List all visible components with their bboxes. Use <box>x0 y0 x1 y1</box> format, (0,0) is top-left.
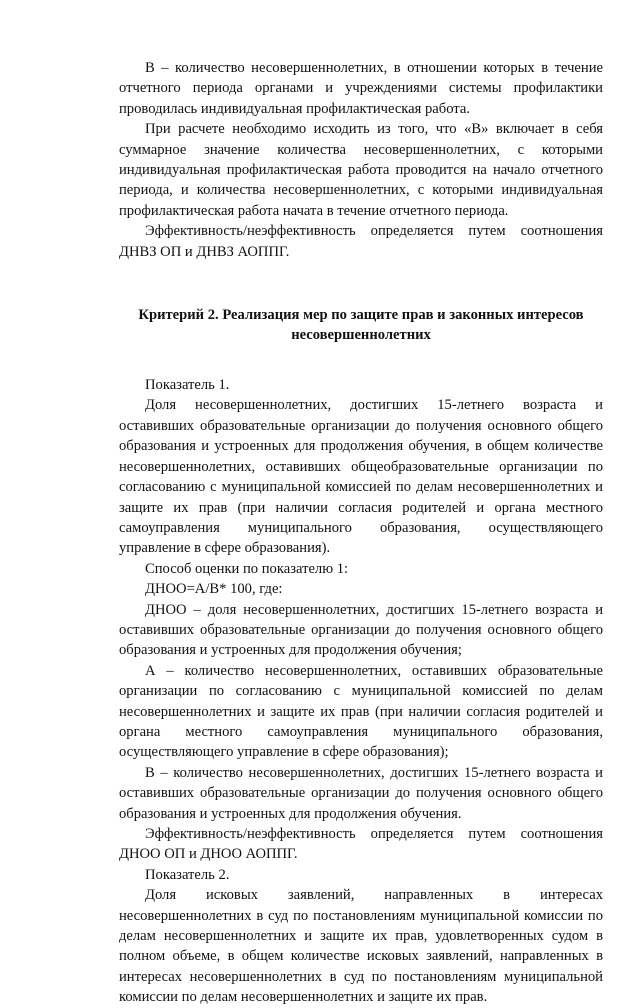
paragraph-effectiveness-dnvz: Эффективность/неэффективность определяется путем соотношения ДНВЗ ОП и ДНВЗ АОППГ. <box>119 223 603 260</box>
indicator-1-description: Доля несовершеннолетних, достигших 15-летнего возраста и оставивших образовательные организации до получения основного общего образования и устроенных для продолжения обучения, в общем количестве несовершеннолетних, оставивших общеобразовательные организации по согласованию с муниципальной комиссией по делам несовершеннолетних и защите их прав (при наличии согласия родителей и органа местного самоуправления муниципального образования, осуществляющего управление в сфере образования). <box>119 397 603 557</box>
indicator-1-title: Показатель 1. <box>145 377 230 394</box>
indicator-2-title: Показатель 2. <box>145 866 230 883</box>
paragraph-a-definition: А – количество несовершеннолетних, оставивших образовательные организации по согласованию с муниципальной комиссией по делам несовершеннолетних и защите их прав (при наличии согласия родителей и органа местного самоуправления муниципального образования, осуществляющего управление в сфере образования); <box>119 662 603 761</box>
paragraph-calculation-note: При расчете необходимо исходить из того, что «В» включает в себя суммарное значение количества несовершеннолетних, с которыми индивидуальная профилактическая работа проводится на начало отчетного периода, и количества несовершеннолетних, с которыми индивидуальная профилактическая работа начата в течение отчетного периода. <box>119 121 603 219</box>
paragraph-b-definition: В – количество несовершеннолетних, в отношении которых в течение отчетного периода органами и учреждениями системы профилактики проводилась индивидуальная профилактическая работа. <box>119 60 603 117</box>
indicator-1-formula: ДНОО=А/В* 100, где: <box>145 581 283 598</box>
document-body <box>119 58 603 1008</box>
paragraph-effectiveness-dnoo: Эффективность/неэффективность определяется путем соотношения ДНОО ОП и ДНОО АОППГ. <box>119 826 603 863</box>
indicator-1-method-title: Способ оценки по показателю 1: <box>145 560 349 577</box>
criterion-2-heading: Критерий 2. Реализация мер по защите прав и законных интересов несовершеннолетних <box>138 307 584 344</box>
indicator-2-description: Доля исковых заявлений, направленных в интересах несовершеннолетних в суд по постановлениям муниципальной комиссии по делам несовершеннолетних и защите их прав, удовлетворенных судом в полном объеме, в общем количестве исковых заявлений, направленных в интересах несовершеннолетних в суд по постановлениям муниципальной комиссии по делам несовершеннолетних и защите их прав. <box>119 887 603 1006</box>
paragraph-b-definition-2: В – количество несовершеннолетних, достигших 15-летнего возраста и оставивших образовательные организации до получения основного общего образования и устроенных для продолжения обучения. <box>119 764 603 822</box>
paragraph-dnoo-definition: ДНОО – доля несовершеннолетних, достигших 15-летнего возраста и оставивших образовательные организации до получения основного общего образования и устроенных для продолжения обучения; <box>119 601 603 659</box>
